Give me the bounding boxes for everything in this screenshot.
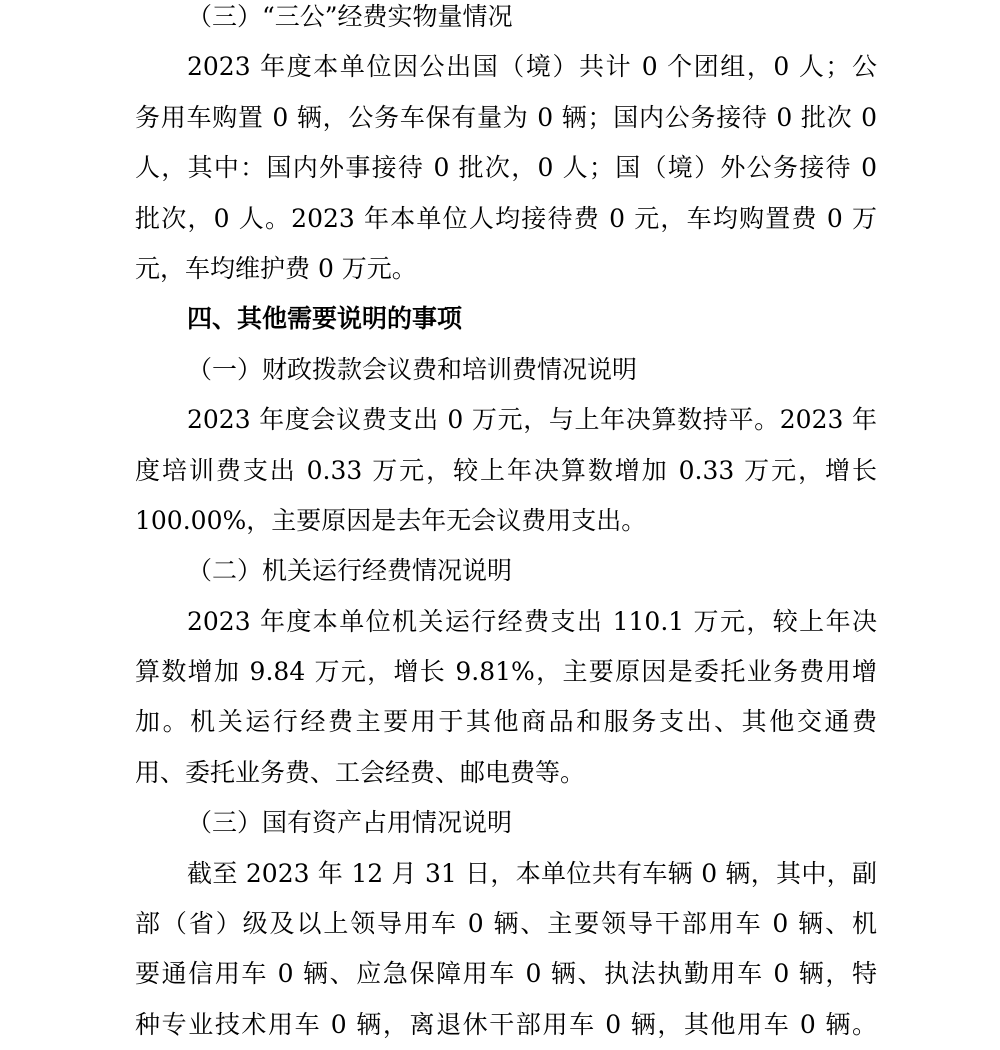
paragraph-line: 度培训费支出 0.33 万元，较上年决算数增加 0.33 万元，增长	[135, 455, 877, 485]
paragraph-line: 2023 年度本单位因公出国（境）共计 0 个团组，0 人；公	[187, 52, 877, 82]
document-page	[135, 0, 877, 1050]
section-heading-other-matters: 四、其他需要说明的事项	[187, 304, 463, 334]
paragraph-line: 算数增加 9.84 万元，增长 9.81%，主要原因是委托业务费用增	[135, 657, 877, 687]
paragraph-line: 要通信用车 0 辆、应急保障用车 0 辆、执法执勤用车 0 辆，特	[135, 959, 877, 989]
paragraph-line: 2023 年度本单位机关运行经费支出 110.1 万元，较上年决	[187, 606, 877, 636]
paragraph-line: 2023 年度会议费支出 0 万元，与上年决算数持平。2023 年	[187, 405, 877, 435]
subheading-meeting-training-fees: （一）财政拨款会议费和培训费情况说明	[187, 354, 638, 384]
paragraph-line: 100.00%，主要原因是去年无会议费用支出。	[135, 505, 647, 535]
paragraph-line: 用、委托业务费、工会经费、邮电费等。	[135, 757, 586, 787]
paragraph-line: 种专业技术用车 0 辆，离退休干部用车 0 辆，其他用车 0 辆。	[135, 1009, 877, 1039]
subheading-operating-expenses: （二）机关运行经费情况说明	[187, 556, 513, 586]
paragraph-line: 人，其中：国内外事接待 0 批次，0 人；国（境）外公务接待 0	[135, 153, 877, 183]
paragraph-line: 加。机关运行经费主要用于其他商品和服务支出、其他交通费	[135, 707, 877, 737]
paragraph-line: 部（省）级及以上领导用车 0 辆、主要领导干部用车 0 辆、机	[135, 909, 877, 939]
paragraph-line: 截至 2023 年 12 月 31 日，本单位共有车辆 0 辆，其中，副	[187, 858, 877, 888]
paragraph-line: 元，车均维护费 0 万元。	[135, 253, 417, 283]
paragraph-line: 务用车购置 0 辆，公务车保有量为 0 辆；国内公务接待 0 批次 0	[135, 102, 877, 132]
subheading-state-assets: （三）国有资产占用情况说明	[187, 808, 513, 838]
subheading-three-public-quantity: （三）“三公”经费实物量情况	[187, 2, 513, 31]
paragraph-line: 批次，0 人。2023 年本单位人均接待费 0 元，车均购置费 0 万	[135, 203, 877, 233]
